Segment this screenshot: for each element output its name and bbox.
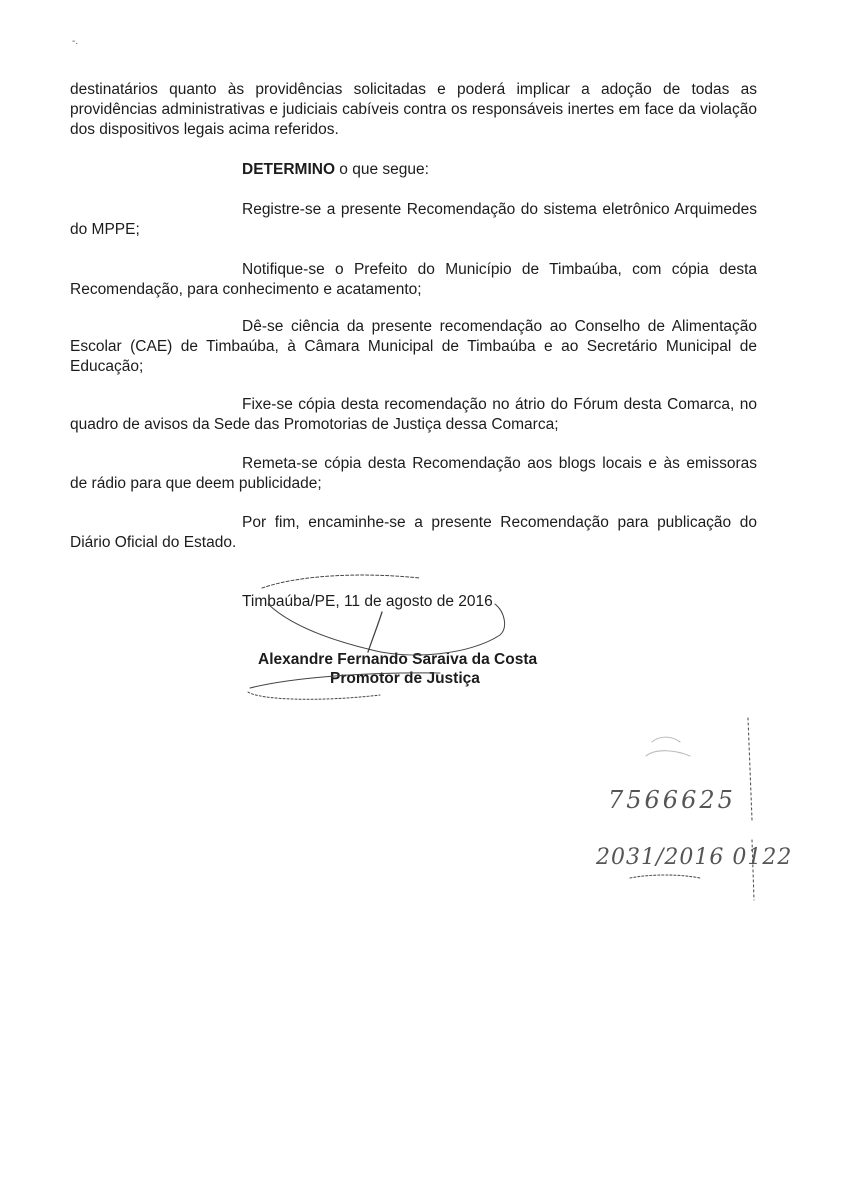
determino-label: DETERMINO [242, 161, 335, 178]
determino-text: o que segue: [335, 161, 429, 178]
paragraph-notifique: Notifique-se o Prefeito do Município de Timbaúba, com cópia desta Recomendação, para conhecimento e acatamento; [70, 261, 757, 298]
handwritten-note-2: 2031/2016 0122 [596, 845, 793, 870]
paragraph-registre: Registre-se a presente Recomendação do sistema eletrônico Arquimedes do MPPE; [70, 201, 757, 238]
signer-name: Alexandre Fernando Saraiva da Costa [258, 651, 538, 668]
corner-mark: -. [72, 36, 79, 47]
date-line: Timbaúba/PE, 11 de agosto de 2016 [242, 593, 493, 610]
paragraph-ciencia: Dê-se ciência da presente recomendação ao Conselho de Alimentação Escolar (CAE) de Timbaúba, à Câmara Municipal de Timbaúba e ao Secretário Municipal de Educação; [70, 318, 757, 375]
paragraph-fixe: Fixe-se cópia desta recomendação no átrio do Fórum desta Comarca, no quadro de avisos da Sede das Promotorias de Justiça dessa Comarca; [70, 396, 757, 433]
paragraph-remeta: Remeta-se cópia desta Recomendação aos blogs locais e às emissoras de rádio para que deem publicidade; [70, 455, 757, 492]
handwritten-note-1: 7566625 [608, 786, 736, 814]
signer-role: Promotor de Justiça [330, 670, 480, 687]
paragraph-encaminhe: Por fim, encaminhe-se a presente Recomendação para publicação do Diário Oficial do Estado. [70, 514, 757, 551]
paragraph-consequences: destinatários quanto às providências solicitadas e poderá implicar a adoção de todas as providências administrativas e judiciais cabíveis contra os responsáveis inertes em face da violação dos dispositivos legais acima referidos. [70, 81, 757, 138]
